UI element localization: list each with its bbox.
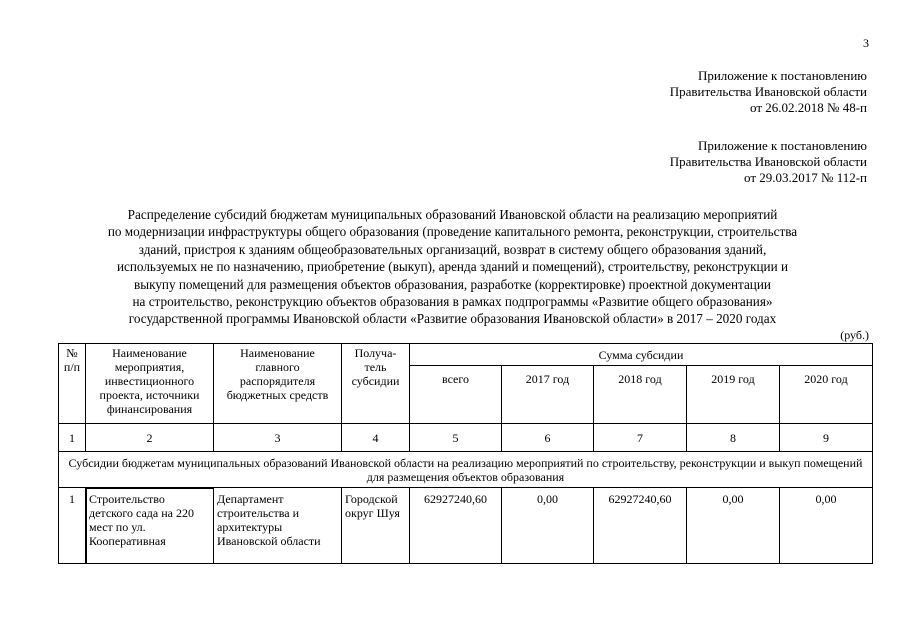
- header-2018: 2018 год: [594, 366, 687, 424]
- appendix-previous-line1: Приложение к постановлению: [697, 138, 867, 153]
- row-manager: Департамент строительства и архитектуры Ивановской области: [214, 488, 342, 564]
- page-number: 3: [863, 36, 869, 50]
- units-label: (руб.): [840, 328, 869, 342]
- row-2019: 0,00: [687, 488, 780, 564]
- appendix-current-line3: от 26.02.2018 № 48-п: [750, 100, 867, 115]
- header-2019: 2019 год: [687, 366, 780, 424]
- row-event: Строительство детского сада на 220 мест по ул. Кооперативная: [86, 488, 214, 564]
- appendix-current-line1: Приложение к постановлению: [697, 68, 867, 83]
- title-line: государственной программы Ивановской области «Развитие образования Ивановской области» в 2017 – 2020 годах: [128, 311, 777, 327]
- title-line: по модернизации инфраструктуры общего образования (проведение капитального ремонта, реконструкции, строительства: [107, 224, 798, 240]
- appendix-current-line2: Правительства Ивановской области: [669, 84, 867, 99]
- table-row: [59, 488, 873, 564]
- col-number: 5: [410, 424, 502, 452]
- header-num: № п/п: [59, 344, 86, 424]
- header-recipient: Получа-тель субсидии: [342, 344, 410, 424]
- header-manager: Наименование главного распорядителя бюджетных средств: [214, 344, 342, 424]
- row-num: 1: [59, 488, 86, 564]
- col-number: 6: [502, 424, 594, 452]
- col-number: 7: [594, 424, 687, 452]
- title-line: используемых не по назначению, приобретение (выкуп), аренда зданий и помещений), строительству, реконструкции и: [116, 259, 789, 275]
- subsidy-table: [58, 343, 873, 564]
- section-title: Субсидии бюджетам муниципальных образований Ивановской области на реализацию мероприятий по строительству, реконструкции и выкуп помещений для размещения объектов образования: [59, 452, 873, 488]
- title-line: Распределение субсидий бюджетам муниципальных образований Ивановской области на реализацию мероприятий: [127, 207, 778, 222]
- row-2020: 0,00: [780, 488, 873, 564]
- col-number: 8: [687, 424, 780, 452]
- col-number: 4: [342, 424, 410, 452]
- title-line: зданий, пристроя к зданиям общеобразовательных организаций, возврат в систему общего образования зданий,: [138, 241, 767, 257]
- row-recipient: Городской округ Шуя: [342, 488, 410, 564]
- col-number: 9: [780, 424, 873, 452]
- header-event: Наименование мероприятия, инвестиционного проекта, источники финансирования: [86, 344, 214, 424]
- appendix-previous: [670, 138, 867, 186]
- header-total: всего: [410, 366, 502, 424]
- row-2018: 62927240,60: [594, 488, 687, 564]
- title-line: на строительство, реконструкцию объектов образования в рамках подпрограммы «Развитие общего образования»: [132, 294, 773, 310]
- appendix-current: [670, 68, 867, 116]
- row-total: 62927240,60: [410, 488, 502, 564]
- row-2017: 0,00: [502, 488, 594, 564]
- header-2017: 2017 год: [502, 366, 594, 424]
- appendix-previous-line2: Правительства Ивановской области: [669, 154, 867, 169]
- col-number: 3: [214, 424, 342, 452]
- title-line: выкупу помещений для размещения объектов образования, разработке (корректировке) проектной документации: [134, 276, 771, 292]
- header-sum-group: Сумма субсидии: [410, 344, 873, 366]
- col-number: 1: [59, 424, 86, 452]
- document-title: [40, 206, 865, 328]
- appendix-previous-line3: от 29.03.2017 № 112-п: [744, 170, 867, 185]
- col-number: 2: [86, 424, 214, 452]
- header-2020: 2020 год: [780, 366, 873, 424]
